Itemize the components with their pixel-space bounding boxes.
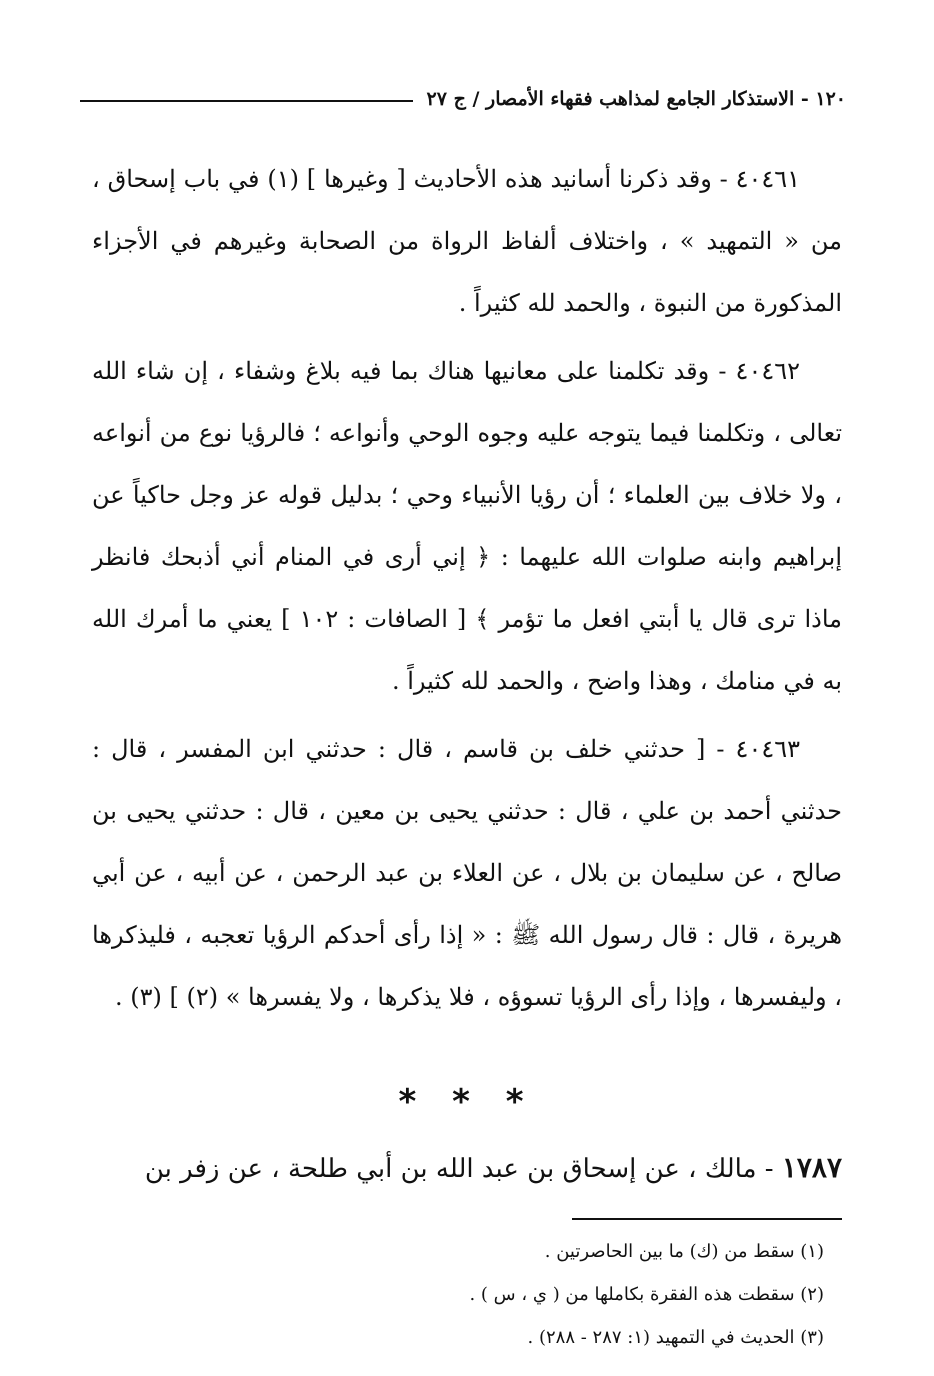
header-rule — [80, 100, 413, 102]
section-separator: * * * — [398, 1082, 536, 1122]
running-header — [80, 84, 846, 114]
paragraph-40461: ٤٠٤٦١ - وقد ذكرنا أسانيد هذه الأحاديث [ وغيرها ] (١) في باب إسحاق ، من « التمهيد » ، واختلاف ألفاظ الرواة من الصحابة وغيرهم في الأجزاء المذكورة من النبوة ، والحمد لله كثيراً . — [92, 165, 842, 317]
hadith-text: - مالك ، عن إسحاق بن عبد الله بن أبي طلحة ، عن زفر بن — [144, 1154, 782, 1184]
footnote-rule — [572, 1218, 842, 1220]
hadith-number: ١٧٨٧ — [781, 1151, 842, 1184]
footnote-3: (٣) الحديث في التمهيد (١: ٢٨٧ - ٢٨٨) . — [527, 1327, 824, 1348]
footnote-2: (٢) سقطت هذه الفقرة بكاملها من ( ي ، س ) . — [469, 1284, 824, 1305]
hadith-heading — [70, 1140, 842, 1197]
paragraph-40462: ٤٠٤٦٢ - وقد تكلمنا على معانيها هناك بما فيه بلاغ وشفاء ، إن شاء الله تعالى ، وتكلمنا فيما يتوجه عليه وجوه الوحي وأنواعه ؛ فالرؤيا نوع من أنواعه ، ولا خلاف بين العلماء ؛ أن رؤيا الأنبياء وحي ؛ بدليل قوله عز وجل حاكياً عن إبراهيم وابنه صلوات الله عليهما : ﴿ إني أرى في المنام أني أذبحك فانظر ماذا ترى قال يا أبتي افعل ما تؤمر ﴾ [ الصافات : ١٠٢ ] يعني ما أمرك الله به في منامك ، وهذا واضح ، والحمد لله كثيراً . — [92, 357, 842, 695]
running-header-text: ١٢٠ - الاستذكار الجامع لمذاهب فقهاء الأمصار / ج ٢٧ — [426, 88, 846, 110]
paragraph-40463: ٤٠٤٦٣ - [ حدثني خلف بن قاسم ، قال : حدثني ابن المفسر ، قال : حدثني أحمد بن علي ، قال : حدثني يحيى بن معين ، قال : حدثني يحيى بن صالح ، عن سليمان بن بلال ، عن العلاء بن عبد الرحمن ، عن أبيه ، عن أبي هريرة ، قال : قال رسول الله ﷺ : « إذا رأى أحدكم الرؤيا تعجبه ، فليذكرها ، وليفسرها ، وإذا رأى الرؤيا تسوؤه ، فلا يذكرها ، ولا يفسرها » (٢) ] (٣) . — [92, 735, 842, 1011]
main-text — [92, 148, 842, 1028]
footnotes — [92, 1230, 824, 1359]
footnote-1: (١) سقط من (ك) ما بين الحاصرتين . — [544, 1241, 824, 1262]
